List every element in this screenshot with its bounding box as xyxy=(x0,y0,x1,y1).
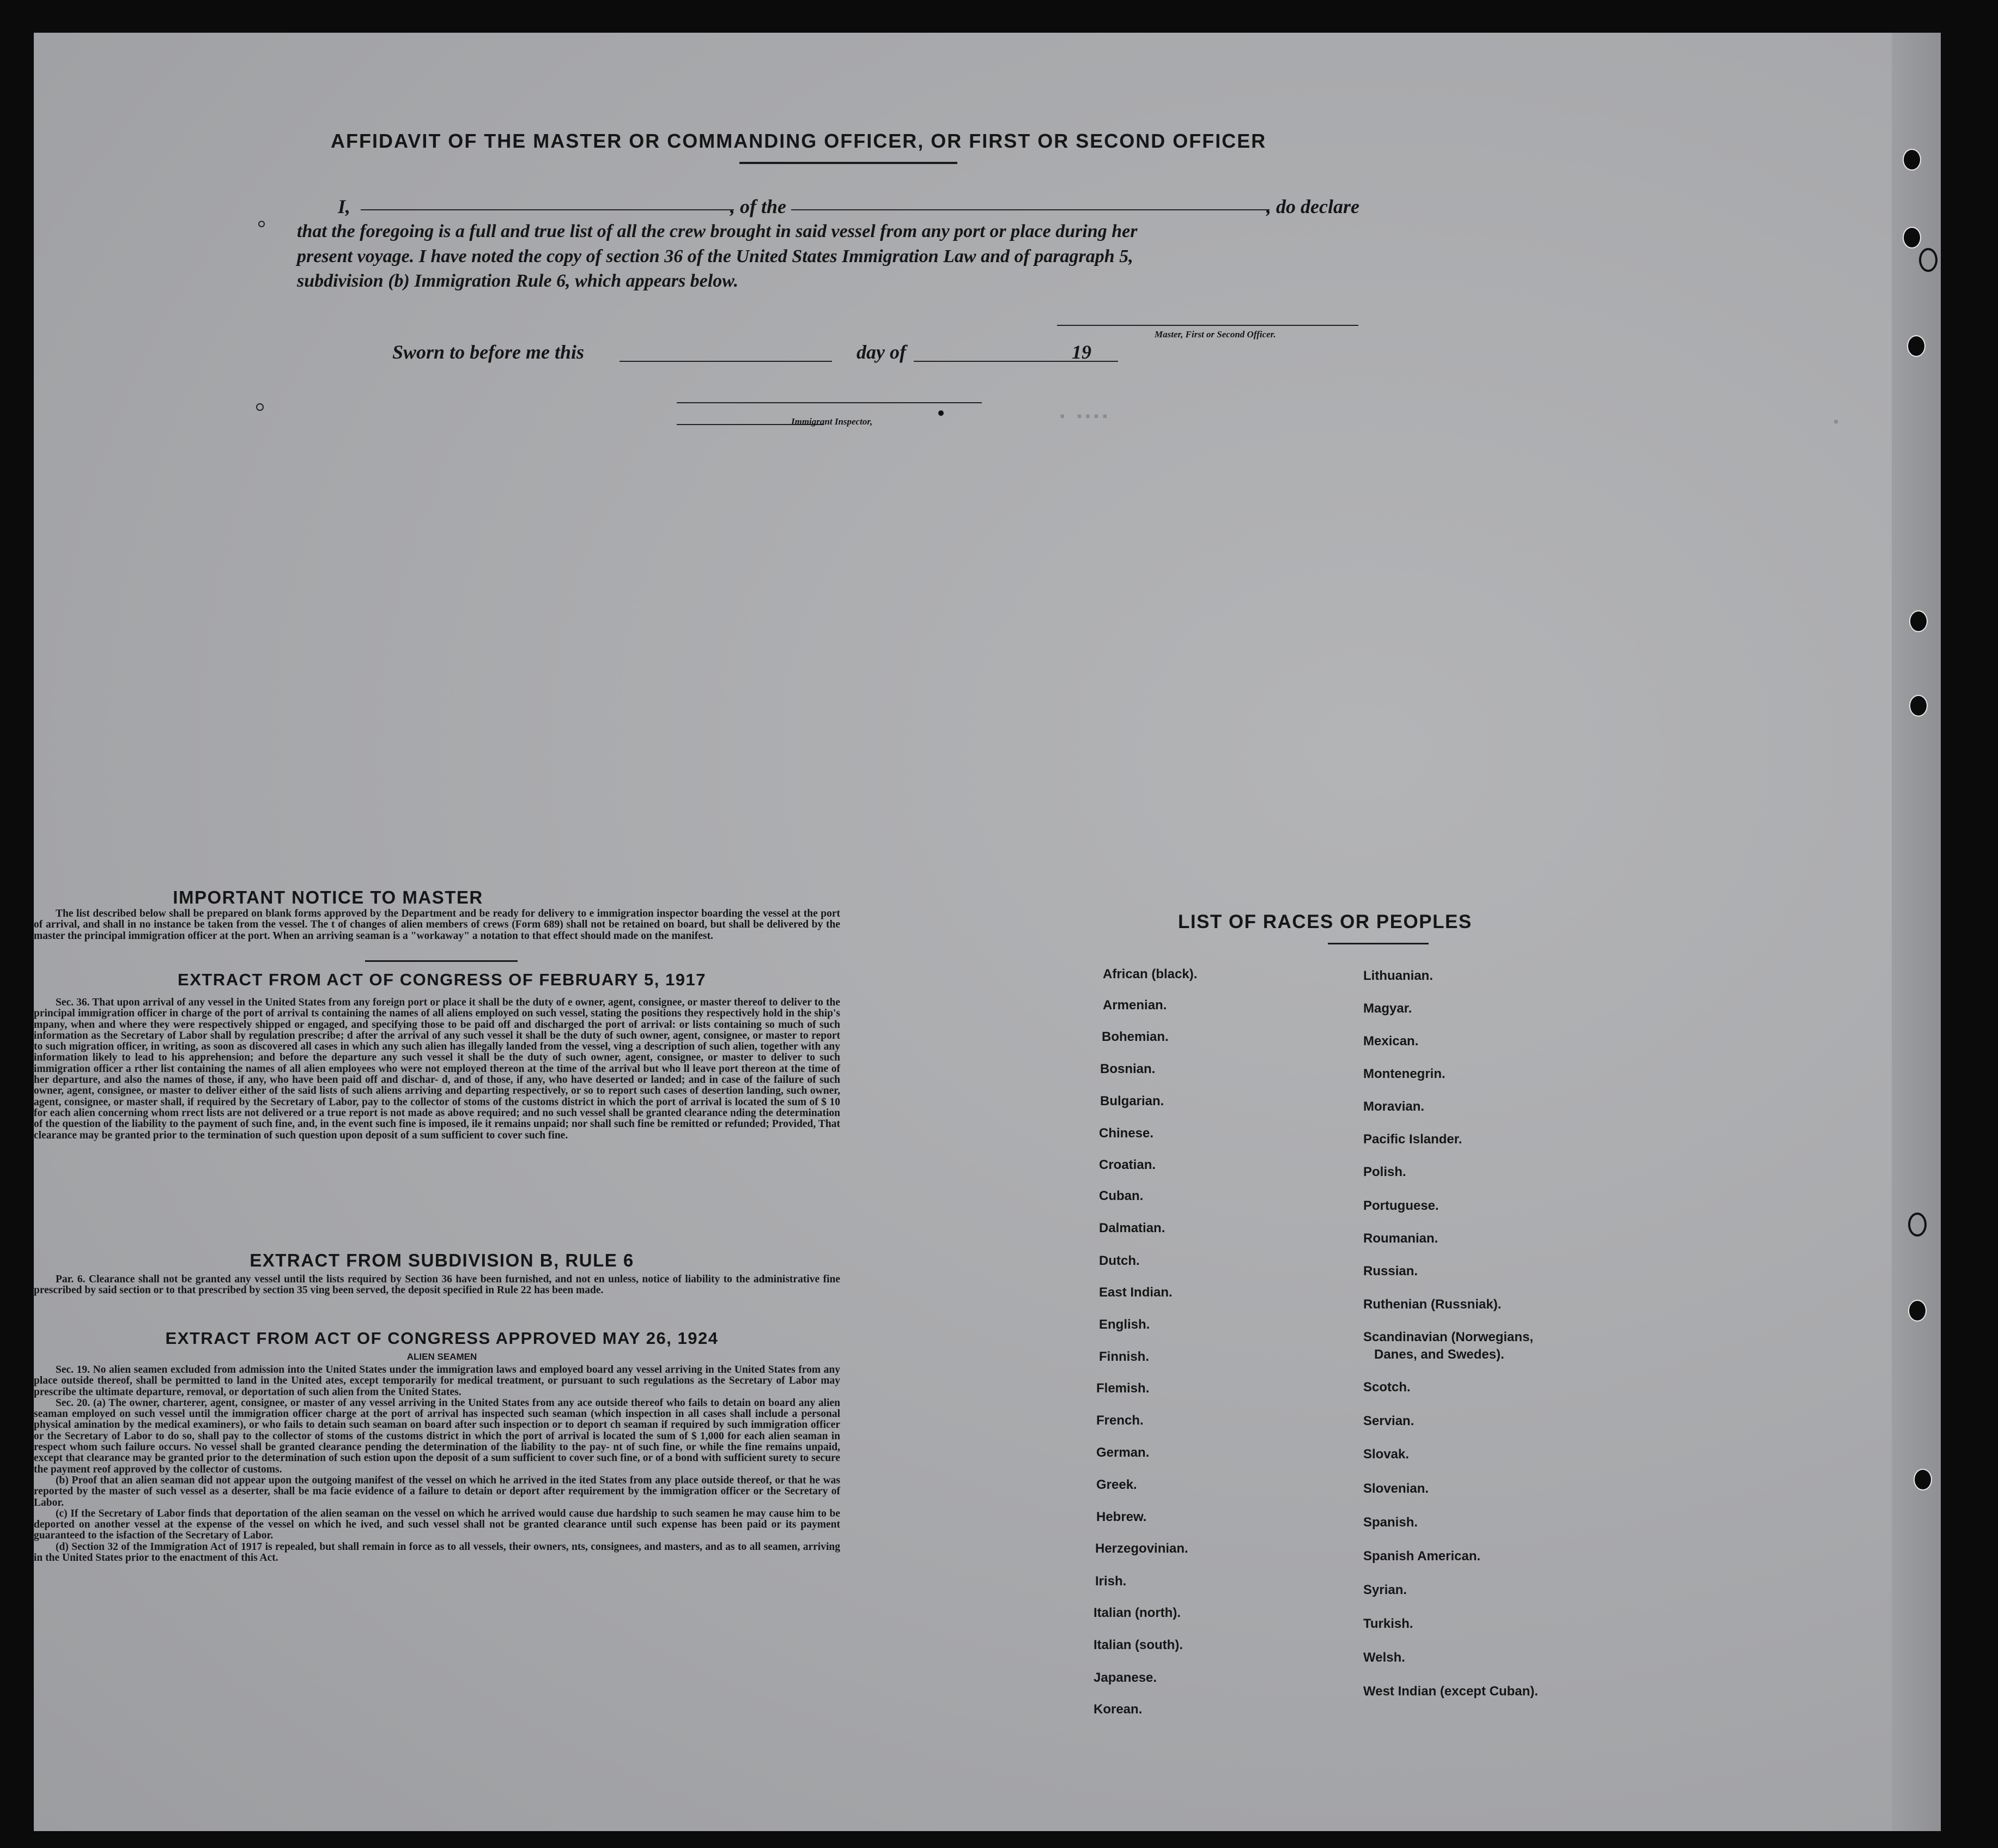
race-item: Croatian. xyxy=(1099,1158,1156,1172)
race-item: Italian (north). xyxy=(1094,1605,1181,1620)
race-item: Montenegrin. xyxy=(1363,1067,1446,1081)
sec-19: Sec. 19. No alien seamen excluded from admission into the United States under the immigration laws and employed board any vessel arriving in the United States from any place outside thereof, shall be permitted to land in the United ates, except temporarily for medical treatment, or pursuant to such regulations as the Secretary of Labor may prescribe the ultimate departure, removal, or deportation of such alien from the United States. xyxy=(34,1364,840,1398)
races-title: LIST OF RACES OR PEOPLES xyxy=(1178,911,1472,932)
inspector-signature-line[interactable] xyxy=(677,402,982,403)
race-item: Servian. xyxy=(1363,1414,1414,1428)
affidavit-line-4: subdivision (b) Immigration Rule 6, which appears below. xyxy=(297,271,739,291)
race-item: Chinese. xyxy=(1099,1126,1154,1141)
race-item: Bulgarian. xyxy=(1100,1094,1164,1108)
race-item: Herzegovinian. xyxy=(1095,1541,1188,1556)
sec-20-a: Sec. 20. (a) The owner, charterer, agent, consignee, or master of any vessel arriving in the United States from any ace outside thereof who fails to detain on board any alien seaman employed on such vessel until the immigration officer charge at the port of arrival has inspected such seaman (which inspection in all cases shall include a personal physical amination by the medical examiners), or who fails to detain such seaman on board after such inspection or to deport ch seaman if required by such immigration officer or the Secretary of Labor to do so, shall pay to the collector of stoms of the customs district in which the port of arrival is located the sum of $ 1,000 for each alien seaman in respect whom such failure occurs. No vessel shall be granted clearance pending the determination of the liability to the pay- nt of such fine, or while the fine remains unpaid, except that clearance may be granted prior to the determination of such estion upon the deposit of a sum sufficient to cover such fine, or of a bond with sufficient surety to secure the payment reof approved by the collector of customs. xyxy=(34,1397,840,1475)
master-signature-line[interactable] xyxy=(1057,325,1358,326)
binder-hole xyxy=(1909,695,1928,717)
race-item: Bohemian. xyxy=(1102,1029,1169,1044)
notice-title: IMPORTANT NOTICE TO MASTER xyxy=(173,887,483,907)
name-blank[interactable] xyxy=(361,209,734,210)
race-item: French. xyxy=(1096,1413,1144,1428)
race-item: Scotch. xyxy=(1363,1380,1411,1395)
race-item: Russian. xyxy=(1363,1264,1418,1279)
stray-mark xyxy=(258,221,265,227)
race-item: Hebrew. xyxy=(1096,1510,1147,1524)
race-item: Mexican. xyxy=(1363,1034,1419,1049)
binder-ring xyxy=(1919,248,1938,272)
ink-dot xyxy=(938,410,944,416)
binder-ring xyxy=(1908,1213,1927,1237)
sec-20-b: (b) Proof that an alien seaman did not appear upon the outgoing manifest of the vessel on which he arrived in the ited States from any place outside thereof, or that he was reported by the master of such vessel as a deserter, shall be ma facie evidence of a failure to detain or deport after requirement by the immigration officer or the Secretary of Labor. xyxy=(34,1474,840,1508)
bleed-through-mark: ▪ ▪▪▪▪ xyxy=(1058,409,1109,425)
vessel-blank[interactable] xyxy=(791,209,1270,210)
master-signature-label: Master, First or Second Officer. xyxy=(1155,329,1276,340)
race-item: Korean. xyxy=(1094,1702,1143,1717)
inspector-label: Immigrant Inspector, xyxy=(791,416,873,427)
race-item: Portuguese. xyxy=(1363,1198,1439,1213)
do-declare-label: , do declare xyxy=(1266,196,1359,217)
race-item: Lithuanian. xyxy=(1363,968,1433,983)
alien-seamen-subtitle: ALIEN SEAMEN xyxy=(406,1352,477,1362)
race-item: East Indian. xyxy=(1099,1285,1173,1300)
extract-1924-title: EXTRACT FROM ACT OF CONGRESS APPROVED MAY 26, 1924 xyxy=(165,1329,719,1348)
notice-rule xyxy=(365,960,518,962)
stray-mark xyxy=(256,403,264,411)
affidavit-i-label: I, xyxy=(338,196,351,217)
race-item: Armenian. xyxy=(1103,998,1167,1013)
race-item: Pacific Islander. xyxy=(1363,1132,1462,1147)
bleed-through-mark: ▪ xyxy=(1832,414,1841,431)
title-rule xyxy=(739,162,957,164)
form-sheet xyxy=(34,33,1941,1831)
sworn-day-blank[interactable] xyxy=(620,361,832,362)
sec-20-d: (d) Section 32 of the Immigration Act of 1917 is repealed, but shall remain in force as to all vessels, their owners, nts, consignees, and masters, and as to all seamen, arriving in the United States prior to the enactment of this Act. xyxy=(34,1541,840,1564)
binder-hole xyxy=(1909,610,1928,632)
race-item: Finnish. xyxy=(1099,1349,1149,1364)
day-of-label: day of xyxy=(857,341,906,363)
race-item: Danes, and Swedes). xyxy=(1374,1347,1504,1362)
race-item: Syrian. xyxy=(1363,1583,1407,1597)
race-item: German. xyxy=(1096,1445,1150,1460)
race-item: Magyar. xyxy=(1363,1001,1412,1016)
race-item: Slovenian. xyxy=(1363,1481,1429,1496)
race-item: Greek. xyxy=(1096,1477,1137,1492)
race-item: African (black). xyxy=(1103,967,1198,981)
race-item: English. xyxy=(1099,1317,1150,1332)
affidavit-title: AFFIDAVIT OF THE MASTER OR COMMANDING OFFICER, OR FIRST OR SECOND OFFICER xyxy=(331,130,1267,152)
race-item: Cuban. xyxy=(1099,1189,1144,1203)
affidavit-line-2: that the foregoing is a full and true list of all the crew brought in said vessel from any port or place during her xyxy=(297,221,1138,241)
binder-hole xyxy=(1903,227,1921,249)
race-item: Bosnian. xyxy=(1100,1062,1156,1076)
sec-20-c: (c) If the Secretary of Labor finds that deportation of the alien seaman on the vessel on which he arrived would cause due hardship to such seamen he may cause him to be deported on another vessel at the expense of the vessel on which he ived, and such vessel shall not be granted clearance until such expense has been paid or its payment guaranteed to the isfaction of the Secretary of Labor. xyxy=(34,1507,840,1542)
race-item: Dutch. xyxy=(1099,1253,1140,1268)
binder-hole xyxy=(1907,335,1926,357)
sworn-label: Sworn to before me this xyxy=(392,341,585,363)
race-item: Dalmatian. xyxy=(1099,1221,1165,1235)
race-item: Moravian. xyxy=(1363,1099,1425,1114)
extract-1917-body: Sec. 36. That upon arrival of any vessel in the United States from any foreign port or place it shall be the duty of e owner, agent, consignee, or master thereof to deliver to the principal immigration officer in charge of the port of arrival ts containing the names of all aliens employed on such vessel, stating the positions they respectively hold in the ship's mpany, when and where they were respectively shipped or engaged, and specifying those to be paid off and discharged the port of arrival: or lists containing so much of such information as the Secretary of Labor shall by regulation prescribe; d after the arrival of any such vessel it shall be the duty of such owner, agent, consignee, or master to report to such migration officer, in writing, as soon as discovered all cases in which any such alien has illegally landed from the vessel, ving a description of such alien, together with any information likely to lead to his apprehension; and before the departure any such vessel it shall be the duty of such owner, agent, consignee, or master to deliver to such immigration officer a rther list containing the names of all alien employees who were not employed thereon at the time of the arrival but who ll leave port thereon at the time of her departure, and also the names of those, if any, who have been paid off and dischar- d, and of those, if any, who have deserted or landed; and in case of the failure of such owner, agent, consignee, or master to deliver either of the said lists of such aliens arriving and departing respectively, or so to report such cases of desertion landing, such owner, agent, consignee, or master shall, if required by the Secretary of Labor, pay to the collector of stoms of the customs district in which the port of arrival is located the sum of $ 10 for each alien concerning whom rrect lists are not delivered or a true report is not made as above required; and no such vessel shall be granted clearance nding the determination of the question of the liability to the payment of such fine, and, in the event such fine is imposed, ile it remains unpaid; nor shall such fine be remitted or refunded; Provided, That clearance may be granted prior to the termination of such question upon deposit of a sum sufficient to cover such fine. xyxy=(34,997,840,1141)
extract-1917-title: EXTRACT FROM ACT OF CONGRESS OF FEBRUARY 5, 1917 xyxy=(178,970,706,989)
extract-rule6-title: EXTRACT FROM SUBDIVISION B, RULE 6 xyxy=(250,1250,634,1270)
page-edge xyxy=(1892,33,1941,1831)
affidavit-line-3: present voyage. I have noted the copy of section 36 of the United States Immigration Law and of paragraph 5, xyxy=(297,246,1133,266)
race-item: Welsh. xyxy=(1363,1650,1405,1665)
year-label: 19 xyxy=(1072,341,1091,363)
races-rule xyxy=(1328,943,1429,944)
race-item: Irish. xyxy=(1095,1574,1127,1589)
notice-body: The list described below shall be prepared on blank forms approved by the Department and be ready for delivery to e immigration inspector boarding the vessel at the port of arrival, and shall in no instance be taken from the vessel. The t of changes of alien members of crews (Form 689) shall not be retained on board, but shall be delivered by the master the principal immigration officer at the port. When an arriving seaman is a "workaway" a notation to that effect should made on the manifest. xyxy=(34,908,840,942)
race-item: Italian (south). xyxy=(1094,1638,1183,1652)
race-item: West Indian (except Cuban). xyxy=(1363,1684,1538,1699)
race-item: Turkish. xyxy=(1363,1616,1413,1631)
of-the-label: , of the xyxy=(730,196,786,217)
race-item: Japanese. xyxy=(1094,1670,1157,1685)
binder-hole xyxy=(1908,1300,1927,1322)
race-item: Polish. xyxy=(1363,1165,1406,1179)
binder-hole xyxy=(1903,149,1921,171)
race-item: Flemish. xyxy=(1096,1381,1150,1396)
race-item: Spanish. xyxy=(1363,1515,1418,1530)
race-item: Scandinavian (Norwegians, xyxy=(1363,1330,1534,1344)
extract-1924-body xyxy=(34,1365,840,1564)
race-item: Roumanian. xyxy=(1363,1231,1438,1246)
race-item: Ruthenian (Russniak). xyxy=(1363,1297,1502,1312)
race-item: Slovak. xyxy=(1363,1447,1410,1462)
extract-rule6-body: Par. 6. Clearance shall not be granted any vessel until the lists required by Section 36 have been furnished, and not en unless, notice of liability to the administrative fine prescribed by said section or to that prescribed by section 35 ving been served, the deposit specified in Rule 22 has been made. xyxy=(34,1274,840,1296)
race-item: Spanish American. xyxy=(1363,1549,1481,1564)
binder-hole xyxy=(1914,1469,1932,1490)
